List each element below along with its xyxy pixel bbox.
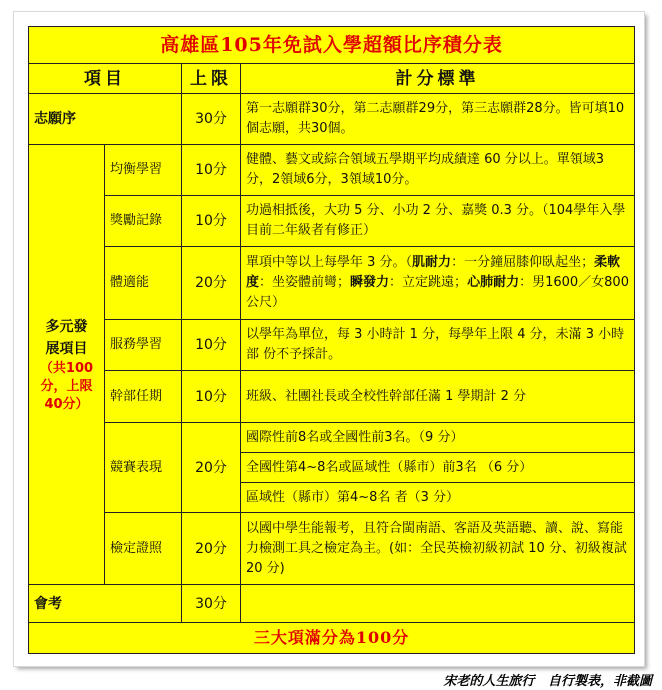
criteria-cell: 區域性（縣市）第4~8名 者（3 分） bbox=[241, 483, 635, 513]
limit-cell: 20分 bbox=[182, 247, 241, 320]
row-jingsai-1 bbox=[29, 423, 635, 453]
footer-row bbox=[29, 623, 635, 654]
criteria-text: 單項中等以上每學年 3 分。（ bbox=[246, 255, 413, 270]
category-label-line2: 展項目 bbox=[45, 340, 88, 357]
header-row bbox=[29, 64, 635, 94]
category-note-line2: 分，上限 bbox=[40, 378, 93, 394]
category-label-line1: 多元發 bbox=[45, 318, 88, 335]
criteria-term: 瞬發力 bbox=[350, 275, 390, 290]
limit-cell: 10分 bbox=[182, 320, 241, 371]
row-ganbu bbox=[29, 371, 635, 423]
criteria-cell: 全國性第4~8名或區域性（縣市）前3名 （6 分） bbox=[241, 453, 635, 483]
category-label: 會考 bbox=[29, 585, 182, 623]
header-item: 項目 bbox=[29, 64, 182, 94]
category-multi bbox=[29, 145, 105, 585]
criteria-cell: 以學年為單位，每 3 小時計 1 分，每學年上限 4 分，未滿 3 小時部 份不予採計。 bbox=[241, 320, 635, 371]
limit-cell: 20分 bbox=[182, 513, 241, 585]
sub-label: 服務學習 bbox=[105, 320, 182, 371]
row-jiangli bbox=[29, 196, 635, 247]
row-zhiyuan bbox=[29, 94, 635, 145]
limit-cell: 10分 bbox=[182, 145, 241, 196]
criteria-text: ：男1600／女800公尺） bbox=[246, 275, 629, 310]
row-junheng bbox=[29, 145, 635, 196]
table-title: 高雄區105年免試入學超額比序積分表 bbox=[29, 27, 635, 64]
row-fuwu bbox=[29, 320, 635, 371]
total-note: 三大項滿分為100分 bbox=[29, 623, 635, 654]
sub-label: 檢定證照 bbox=[105, 513, 182, 585]
criteria-text: ：一分鐘屈膝仰臥起坐； bbox=[451, 255, 595, 270]
criteria-cell: 第一志願群30分，第二志願群29分，第三志願群28分。皆可填10個志願，共30個。 bbox=[241, 94, 635, 145]
criteria-cell bbox=[241, 247, 635, 320]
category-note-line1: （共100 bbox=[39, 360, 94, 376]
row-tishi bbox=[29, 247, 635, 320]
limit-cell: 30分 bbox=[182, 94, 241, 145]
category-label: 志願序 bbox=[29, 94, 182, 145]
criteria-text: ：立定跳遠； bbox=[389, 275, 468, 290]
header-limit: 上限 bbox=[182, 64, 241, 94]
sub-label: 獎勵記錄 bbox=[105, 196, 182, 247]
sub-label: 體適能 bbox=[105, 247, 182, 320]
criteria-cell: 國際性前8名或全國性前3名。（9 分） bbox=[241, 423, 635, 453]
sub-label: 均衡學習 bbox=[105, 145, 182, 196]
limit-cell: 10分 bbox=[182, 371, 241, 423]
limit-cell: 10分 bbox=[182, 196, 241, 247]
limit-cell: 30分 bbox=[182, 585, 241, 623]
criteria-term: 肌耐力 bbox=[412, 255, 452, 270]
author-credit: 宋老的人生旅行 自行製表，非截圖 bbox=[443, 674, 652, 689]
criteria-cell: 以國中學生能報考，且符合閩南語、客語及英語聽、讀、說、寫能力檢測工具之檢定為主。(如：全民英檢初級初試 10 分、初級複試 20 分) bbox=[241, 513, 635, 585]
score-table bbox=[28, 26, 635, 654]
criteria-term: 心肺耐力 bbox=[467, 275, 520, 290]
limit-cell: 20分 bbox=[182, 423, 241, 513]
category-note-line3: 40分） bbox=[44, 396, 89, 412]
criteria-cell: 功過相抵後，大功 5 分、小功 2 分、嘉獎 0.3 分。（104學年入學目前二年級者有修正） bbox=[241, 196, 635, 247]
criteria-cell bbox=[241, 585, 635, 623]
criteria-term: 柔軟度 bbox=[246, 255, 621, 290]
row-huikao bbox=[29, 585, 635, 623]
sub-label: 幹部任期 bbox=[105, 371, 182, 423]
criteria-cell: 健體、藝文或綜合領域五學期平均成績達 60 分以上。單領域3分，2領域6分，3領域10分。 bbox=[241, 145, 635, 196]
criteria-cell: 班級、社團社長或全校性幹部任滿 1 學期計 2 分 bbox=[241, 371, 635, 423]
sub-label: 競賽表現 bbox=[105, 423, 182, 513]
criteria-text: ：坐姿體前彎； bbox=[259, 275, 351, 290]
header-criteria: 計分標準 bbox=[241, 64, 635, 94]
row-jianding bbox=[29, 513, 635, 585]
title-row bbox=[29, 27, 635, 64]
